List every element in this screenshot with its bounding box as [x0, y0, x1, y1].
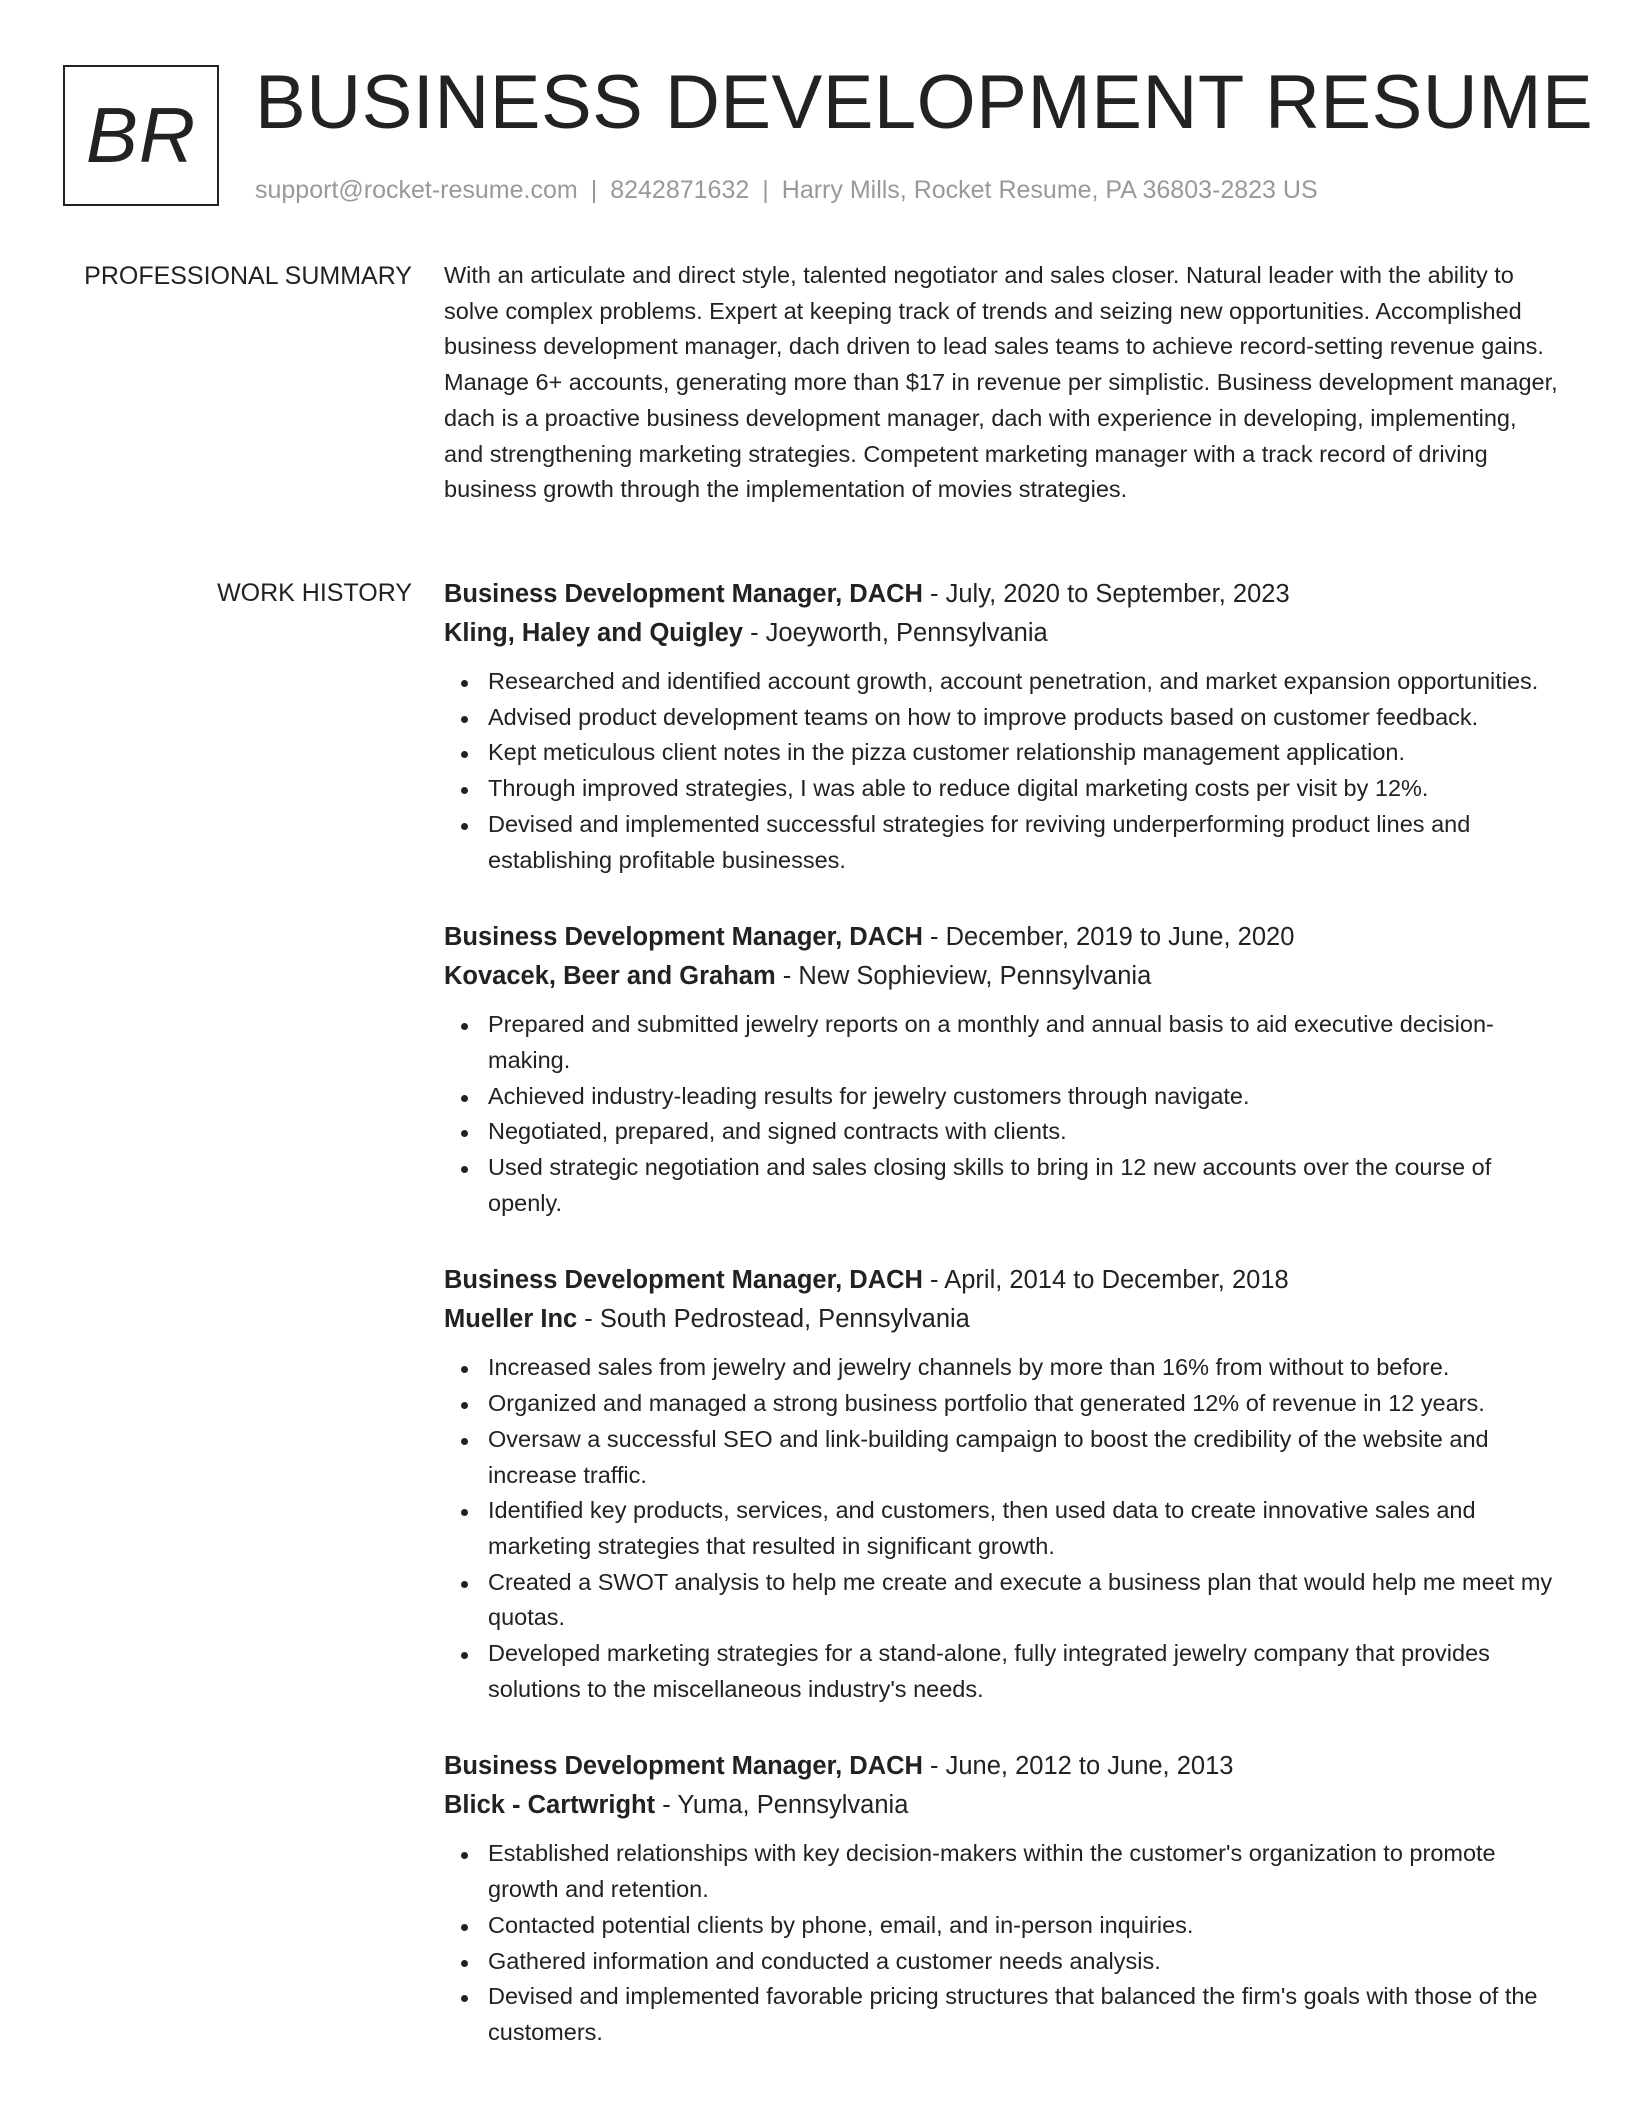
job-bullet: Organized and managed a strong business portfolio that generated 12% of revenue in 12 years.: [444, 1386, 1560, 1422]
job-bullets: [444, 1836, 1560, 2050]
job-bullet: Devised and implemented successful strategies for reviving underperforming product lines and establishing profitable businesses.: [444, 807, 1560, 878]
job-company: Kovacek, Beer and Graham: [444, 962, 776, 991]
job-location: - New Sophieview, Pennsylvania: [775, 962, 1152, 991]
job-dates: - December, 2019 to June, 2020: [922, 923, 1295, 952]
job-bullet: Gathered information and conducted a customer needs analysis.: [444, 1944, 1560, 1980]
job-title: Business Development Manager, DACH: [444, 580, 923, 608]
job-bullets: [444, 1007, 1560, 1221]
job-title: Business Development Manager, DACH: [444, 1752, 923, 1781]
resume-title: BUSINESS DEVELOPMENT RESUME: [255, 60, 1594, 145]
job-bullet: Kept meticulous client notes in the pizza customer relationship management application.: [444, 735, 1560, 771]
contact-phone[interactable]: 8242871632: [610, 176, 750, 204]
monogram-initials: BR: [85, 91, 197, 179]
monogram-logo: [63, 65, 219, 206]
job-bullet: Increased sales from jewelry and jewelry channels by more than 16% from without to before.: [444, 1350, 1560, 1386]
job-entry: [444, 918, 1560, 1221]
contact-email[interactable]: support@rocket-resume.com: [255, 176, 578, 204]
job-dates: - April, 2014 to December, 2018: [922, 1266, 1289, 1295]
job-bullet: Achieved industry-leading results for jewelry customers through navigate.: [444, 1079, 1560, 1115]
job-company: Mueller Inc: [444, 1305, 578, 1334]
job-title: Business Development Manager, DACH: [444, 1266, 923, 1295]
summary-body: [444, 258, 1560, 508]
job-dates: - July, 2020 to September, 2023: [922, 580, 1290, 608]
job-title-line: [444, 575, 1560, 614]
job-bullet: Created a SWOT analysis to help me create and execute a business plan that would help me meet my quotas.: [444, 1565, 1560, 1636]
job-title: Business Development Manager, DACH: [444, 923, 923, 952]
job-company-line: [444, 957, 1560, 996]
job-bullet: Developed marketing strategies for a stand-alone, fully integrated jewelry company that provides solutions to the miscellaneous industry's needs.: [444, 1636, 1560, 1707]
contact-address: Harry Mills, Rocket Resume, PA 36803-2823 US: [781, 176, 1318, 204]
job-entry: [444, 1747, 1560, 2050]
summary-text: With an articulate and direct style, talented negotiator and sales closer. Natural leader with the ability to solve complex problems. Expert at keeping track of trends and seizing new opportunities. Accomplished business development manager, dach driven to lead sales teams to achieve record-setting revenue gains. Manage 6+ accounts, generating more than $17 in revenue per simplistic. Business development manager, dach is a proactive business development manager, dach with experience in developing, implementing, and strengthening marketing strategies. Competent marketing manager with a track record of driving business growth through the implementation of movies strategies.: [444, 262, 1558, 503]
job-bullet: Researched and identified account growth, account penetration, and market expansion opportunities.: [444, 664, 1560, 700]
work-history-body: [444, 575, 1560, 2091]
contact-separator: |: [590, 176, 598, 204]
job-bullet: Devised and implemented favorable pricing structures that balanced the firm's goals with those of the customers.: [444, 1979, 1560, 2050]
job-company-line: [444, 1300, 1560, 1339]
job-title-line: [444, 1261, 1560, 1300]
job-dates: - June, 2012 to June, 2013: [922, 1752, 1234, 1781]
job-location: - Yuma, Pennsylvania: [655, 1791, 909, 1820]
job-bullet: Prepared and submitted jewelry reports on a monthly and annual basis to aid executive decision-making.: [444, 1007, 1560, 1078]
job-bullet: Identified key products, services, and customers, then used data to create innovative sales and marketing strategies that resulted in significant growth.: [444, 1493, 1560, 1564]
job-company: Kling, Haley and Quigley: [444, 619, 743, 647]
job-entry: [444, 575, 1560, 878]
job-bullet: Through improved strategies, I was able to reduce digital marketing costs per visit by 12%.: [444, 771, 1560, 807]
job-title-line: [444, 918, 1560, 957]
job-location: - Joeyworth, Pennsylvania: [742, 619, 1048, 647]
job-bullet: Negotiated, prepared, and signed contracts with clients.: [444, 1114, 1560, 1150]
contact-info: [255, 174, 1318, 206]
contact-separator: |: [762, 176, 769, 204]
job-bullets: [444, 664, 1560, 878]
job-company-line: [444, 614, 1560, 653]
job-company-line: [444, 1786, 1560, 1825]
job-bullet: Oversaw a successful SEO and link-building campaign to boost the credibility of the website and increase traffic.: [444, 1422, 1560, 1493]
job-bullet: Established relationships with key decision-makers within the customer's organization to promote growth and retention.: [444, 1836, 1560, 1907]
job-bullet: Contacted potential clients by phone, email, and in-person inquiries.: [444, 1908, 1560, 1944]
job-location: - South Pedrostead, Pennsylvania: [577, 1305, 970, 1334]
job-bullets: [444, 1350, 1560, 1707]
job-company: Blick - Cartwright: [444, 1791, 656, 1820]
section-heading-work-history: WORK HISTORY: [217, 579, 412, 607]
job-title-line: [444, 1747, 1560, 1786]
job-bullet: Used strategic negotiation and sales closing skills to bring in 12 new accounts over the course of openly.: [444, 1150, 1560, 1221]
section-heading-summary: PROFESSIONAL SUMMARY: [84, 262, 412, 290]
job-entry: [444, 1261, 1560, 1707]
job-bullet: Advised product development teams on how to improve products based on customer feedback.: [444, 700, 1560, 736]
